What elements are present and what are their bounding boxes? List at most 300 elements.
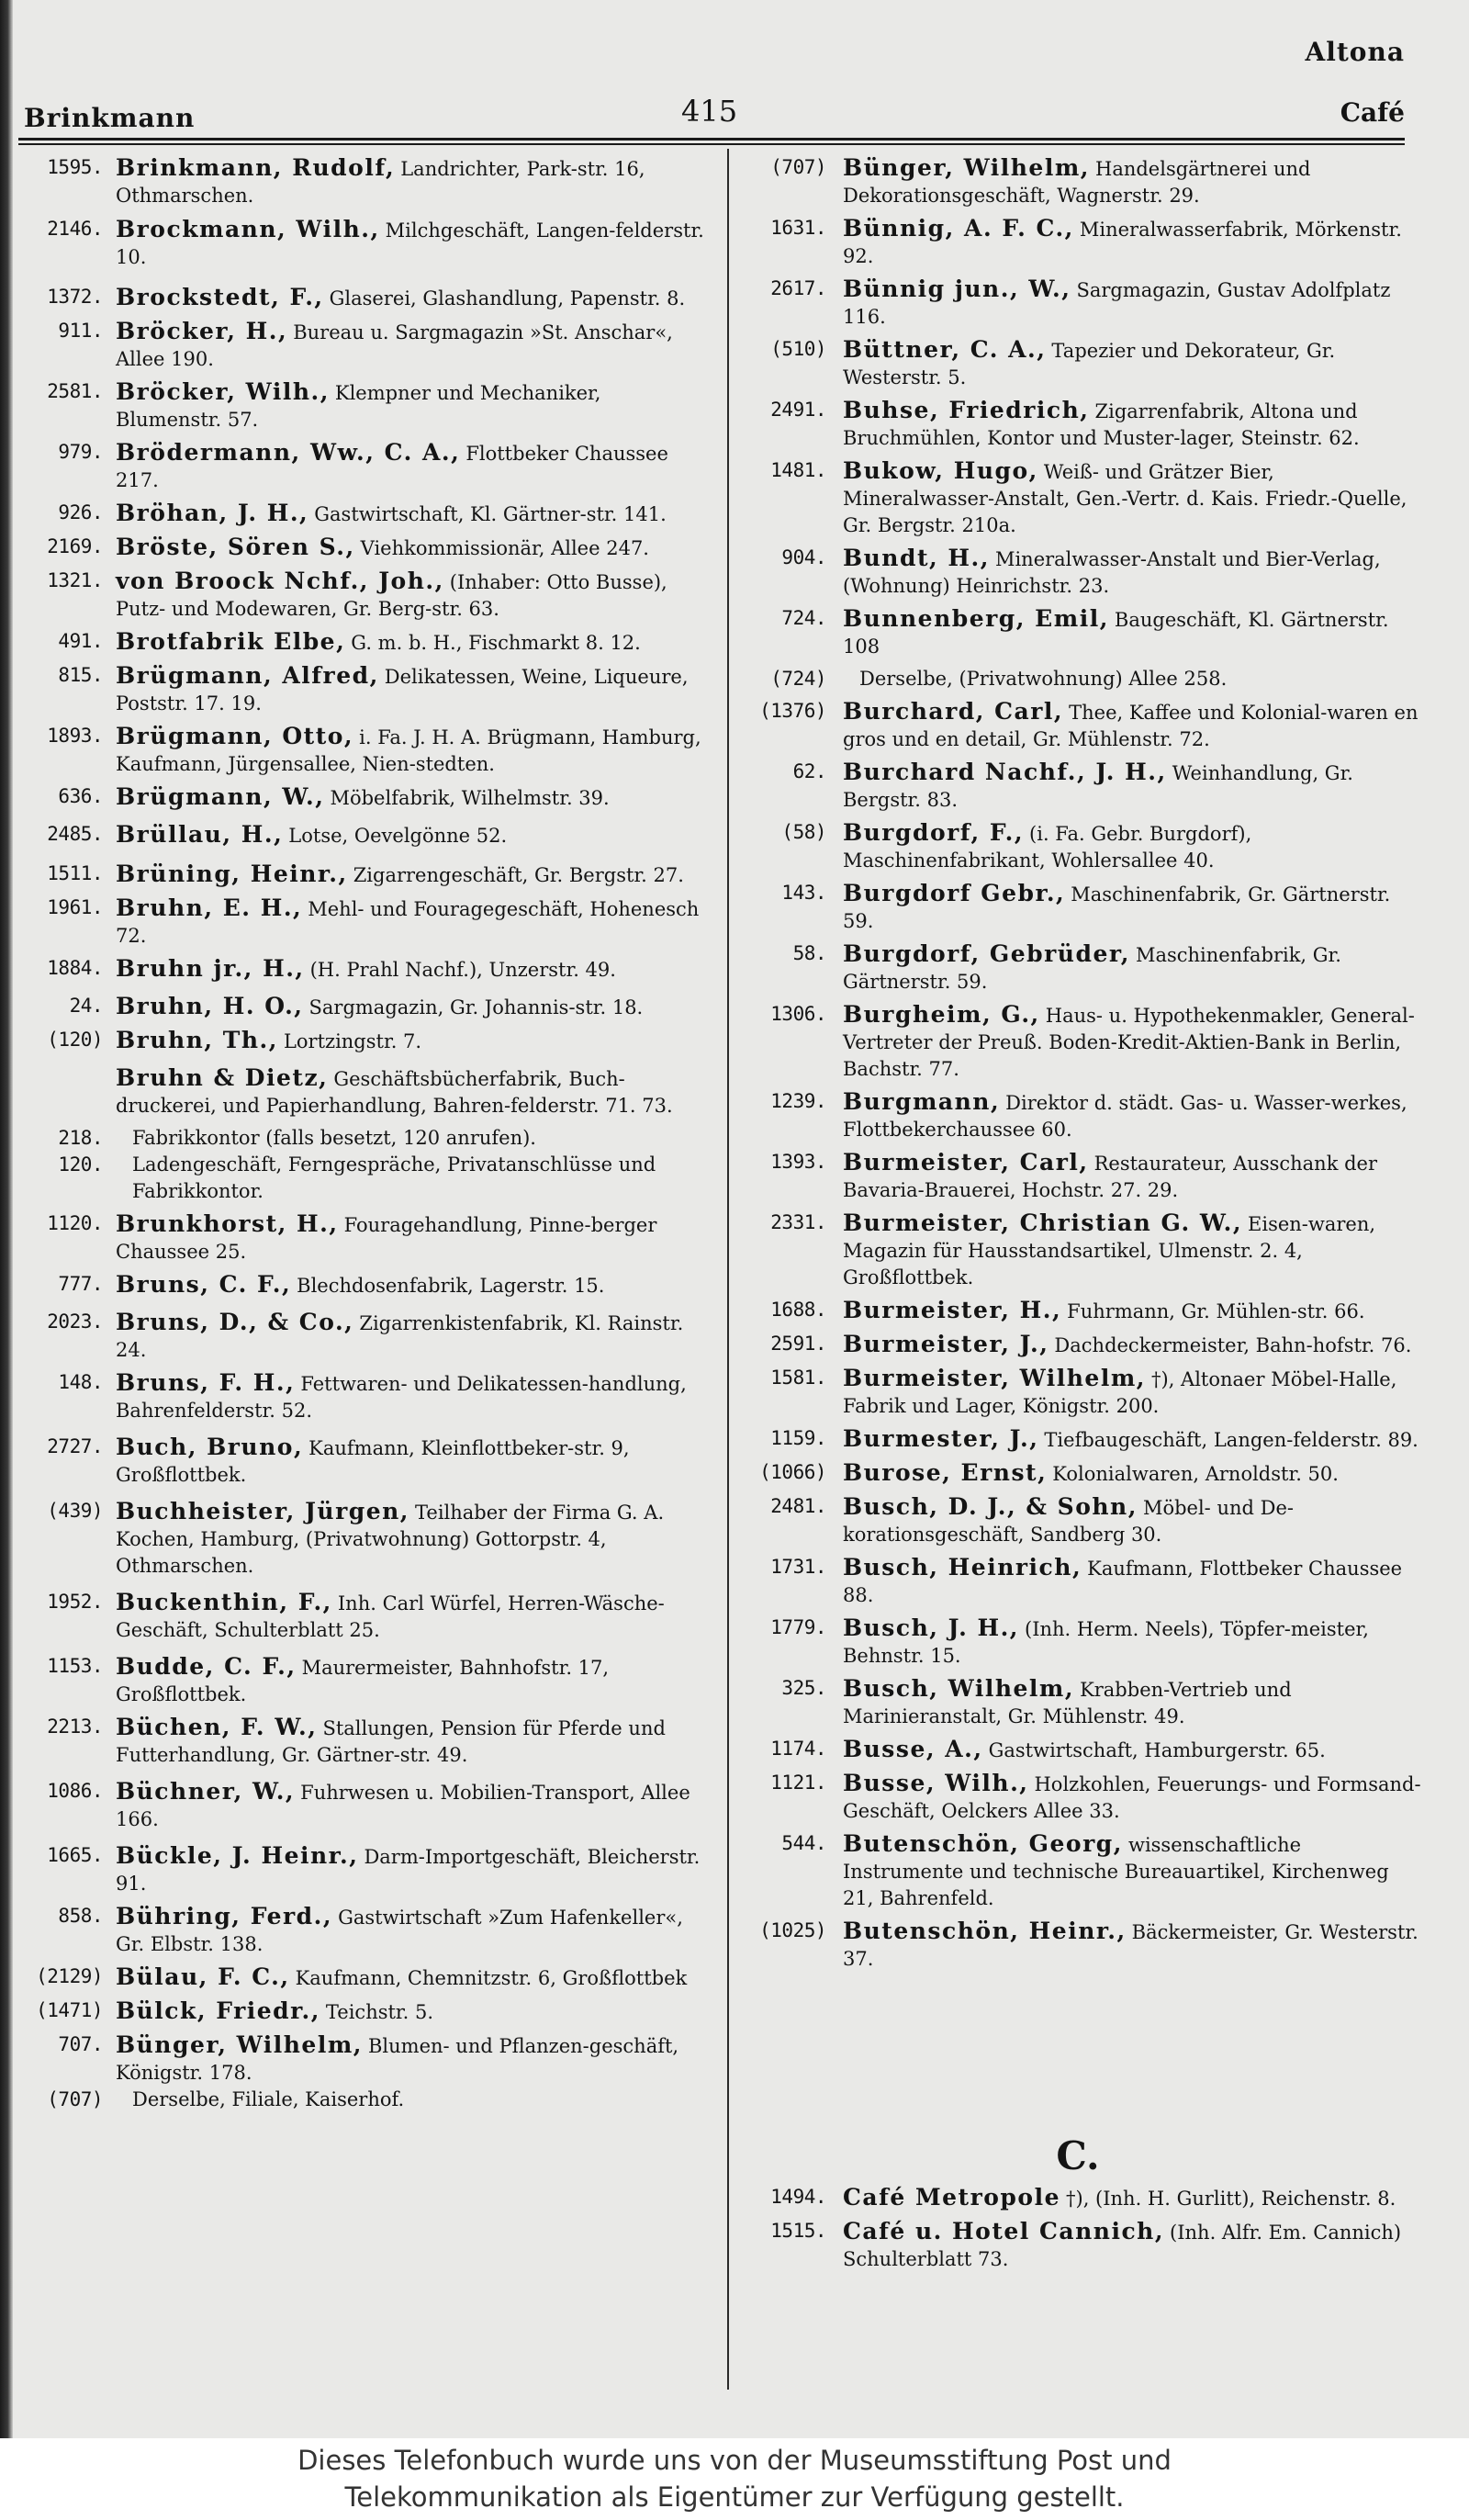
entry-name: Bröhan, J. H., xyxy=(116,500,309,526)
entry-name: Buckenthin, F., xyxy=(116,1589,332,1615)
entry-details: Kolonialwaren, Arnoldstr. 50. xyxy=(1052,1463,1339,1485)
directory-entry xyxy=(13,1963,711,1992)
phone-number: 1893. xyxy=(47,725,103,747)
directory-entry xyxy=(733,1001,1423,1083)
directory-entry xyxy=(733,215,1423,270)
entry-text xyxy=(116,378,711,433)
entry-text xyxy=(843,1088,1423,1143)
entry-name: Burchard, Carl, xyxy=(843,698,1064,725)
entry-details: Inh. Carl Würfel, Herren-Wäsche-Geschäft, Schulterblatt 25. xyxy=(116,1592,665,1641)
entry-name: Bühring, Ferd., xyxy=(116,1903,333,1929)
directory-entry xyxy=(733,880,1423,935)
entry-text xyxy=(116,1152,711,1205)
entry-details: (H. Prahl Nachf.), Unzerstr. 49. xyxy=(309,959,616,981)
entry-text xyxy=(116,783,711,812)
entry-name: Busch, D. J., & Sohn, xyxy=(843,1493,1138,1520)
column-divider xyxy=(727,149,729,2390)
entry-details: (i. Fa. Gebr. Burgdorf), Maschinenfabrikant, Wohlersallee 40. xyxy=(843,823,1252,872)
entry-details: Gastwirtschaft, Hamburgerstr. 65. xyxy=(988,1739,1326,1761)
entry-text xyxy=(843,666,1423,692)
entry-details: (Inh. Alfr. Em. Cannich) Schulterblatt 73. xyxy=(843,2222,1402,2270)
entry-text xyxy=(116,955,711,984)
phone-number: 1372. xyxy=(47,286,103,308)
entry-name: Bundt, H., xyxy=(843,545,990,571)
entry-text xyxy=(843,1736,1423,1764)
entry-details: i. Fa. J. H. A. Brügmann, Hamburg, Kaufmann, Jürgensallee, Nien-stedten. xyxy=(116,726,701,775)
phone-number: 1688. xyxy=(770,1299,826,1321)
entry-text xyxy=(116,1369,711,1424)
entry-name: Brunkhorst, H., xyxy=(116,1210,339,1237)
entry-text xyxy=(843,2218,1423,2273)
entry-text xyxy=(843,336,1423,391)
phone-number: 1494. xyxy=(770,2186,826,2208)
header-rule xyxy=(18,138,1405,141)
directory-entry xyxy=(733,819,1423,874)
entry-name: Bröste, Sören S., xyxy=(116,534,355,560)
entry-name: Budde, C. F., xyxy=(116,1653,297,1680)
entry-details: Viehkommissionär, Allee 247. xyxy=(360,537,649,559)
entry-details: Lotse, Oevelgönne 52. xyxy=(288,825,508,847)
entry-name: Burmester, J., xyxy=(843,1425,1039,1452)
phone-number: (724) xyxy=(770,668,826,690)
entry-text xyxy=(116,439,711,494)
entry-details: Krabben-Vertrieb und Marinieranstalt, Gr. Mühlenstr. 49. xyxy=(843,1679,1292,1727)
directory-entry xyxy=(13,1210,711,1266)
entry-details: Fuhrwesen u. Mobilien-Transport, Allee 166. xyxy=(116,1782,690,1830)
entry-name: Bukow, Hugo, xyxy=(843,457,1038,484)
entry-details: Tiefbaugeschäft, Langen-felderstr. 89. xyxy=(1044,1429,1419,1451)
entry-text xyxy=(843,1209,1423,1291)
entry-details: Zigarrenkistenfabrik, Kl. Rainstr. 24. xyxy=(116,1312,684,1361)
phone-number: 1884. xyxy=(47,957,103,979)
entry-name: Bunnenberg, Emil, xyxy=(843,605,1109,632)
footer-line-2: Telekommunikation als Eigentümer zur Verfügung gestellt. xyxy=(344,2481,1125,2513)
phone-number: (1376) xyxy=(759,700,826,722)
directory-entry xyxy=(13,439,711,494)
entry-text xyxy=(843,1493,1423,1548)
entry-details: Tapezier und Dekorateur, Gr. Westerstr. 5. xyxy=(843,340,1336,388)
directory-entry xyxy=(733,1614,1423,1670)
page-number: 415 xyxy=(681,94,738,129)
entry-details: Darm-Importgeschäft, Bleicherstr. 91. xyxy=(116,1846,701,1895)
entry-details: Mineralwasserfabrik, Mörkenstr. 92. xyxy=(843,219,1402,267)
entry-text xyxy=(116,2031,711,2087)
entry-details: Sargmagazin, Gustav Adolfplatz 116. xyxy=(843,279,1391,328)
entry-name: Bückle, J. Heinr., xyxy=(116,1842,359,1869)
entry-name: Burgdorf Gebr., xyxy=(843,880,1066,906)
phone-number: 1511. xyxy=(47,862,103,884)
directory-entry xyxy=(733,1675,1423,1730)
entry-text xyxy=(843,545,1423,600)
directory-entry xyxy=(733,1554,1423,1609)
phone-number: 2213. xyxy=(47,1716,103,1738)
phone-number: 120. xyxy=(58,1153,103,1176)
entry-details: Zigarrenfabrik, Altona und Bruchmühlen, Kontor und Muster-lager, Steinstr. 62. xyxy=(843,400,1360,449)
section-gap xyxy=(733,1973,1423,2127)
phone-number: 1731. xyxy=(770,1556,826,1578)
entry-text xyxy=(116,1963,711,1992)
phone-number: 2481. xyxy=(770,1495,826,1517)
directory-entry xyxy=(13,894,711,950)
entry-text xyxy=(116,1997,711,2026)
entry-name: Burgmann, xyxy=(843,1088,1001,1115)
entry-text xyxy=(843,1297,1423,1325)
phone-number: 724. xyxy=(781,607,826,629)
phone-number: 218. xyxy=(58,1127,103,1149)
entry-details: Glaserei, Glashandlung, Papenstr. 8. xyxy=(329,287,686,309)
entry-text xyxy=(116,1210,711,1266)
entry-name: Busse, Wilh., xyxy=(843,1770,1029,1796)
directory-entry xyxy=(13,318,711,373)
directory-entry xyxy=(13,284,711,312)
directory-entry xyxy=(13,662,711,717)
directory-entry xyxy=(733,1918,1423,1973)
entry-text xyxy=(116,861,711,889)
entry-text xyxy=(116,723,711,778)
entry-name: Brüning, Heinr., xyxy=(116,861,348,887)
phone-number: 911. xyxy=(58,320,103,342)
entry-name: Burmeister, J., xyxy=(843,1331,1049,1357)
entry-name: Burchard Nachf., J. H., xyxy=(843,759,1167,785)
entry-name: Bünger, Wilhelm, xyxy=(116,2031,363,2058)
entry-text xyxy=(843,276,1423,331)
entry-text xyxy=(843,154,1423,209)
entry-text xyxy=(843,1830,1423,1912)
directory-entry xyxy=(733,605,1423,660)
phone-number: 143. xyxy=(781,882,826,904)
directory-entry xyxy=(733,457,1423,539)
entry-details: (Inh. Herm. Neels), Töpfer-meister, Behnstr. 15. xyxy=(843,1618,1369,1667)
entry-details: Bäckermeister, Gr. Westerstr. 37. xyxy=(843,1921,1419,1970)
footer-notice xyxy=(0,2438,1469,2520)
entry-text xyxy=(116,1271,711,1299)
phone-number: (1025) xyxy=(759,1919,826,1941)
directory-entry xyxy=(733,1459,1423,1488)
entry-text xyxy=(116,993,711,1021)
directory-entry xyxy=(13,861,711,889)
entry-name: Busch, Wilhelm, xyxy=(843,1675,1075,1702)
entry-name: Café u. Hotel Cannich, xyxy=(843,2218,1165,2244)
directory-entry xyxy=(733,1209,1423,1291)
phone-number: 491. xyxy=(58,630,103,652)
directory-entry xyxy=(13,378,711,433)
entry-name: Büchner, W., xyxy=(116,1778,296,1805)
entry-details: Baugeschäft, Kl. Gärtnerstr. 108 xyxy=(843,609,1389,658)
entry-text xyxy=(116,1714,711,1769)
entry-name: Bruns, D., & Co., xyxy=(116,1309,354,1335)
entry-name: Burmeister, Christian G. W., xyxy=(843,1209,1243,1236)
entry-name: Bünger, Wilhelm, xyxy=(843,154,1090,181)
entry-details: Flottbeker Chaussee 217. xyxy=(116,443,668,491)
entry-name: Bröcker, Wilh., xyxy=(116,378,330,405)
directory-entry xyxy=(733,336,1423,391)
entry-name: Brügmann, Otto, xyxy=(116,723,354,749)
entry-details: Mehl- und Fouragegeschäft, Hohenesch 72. xyxy=(116,898,700,947)
entry-text xyxy=(116,154,711,209)
phone-number: 979. xyxy=(58,441,103,463)
entry-name: Bünnig, A. F. C., xyxy=(843,215,1074,242)
phone-number: 2146. xyxy=(47,218,103,240)
entry-text xyxy=(116,284,711,312)
entry-name: Brügmann, W., xyxy=(116,783,325,810)
entry-details: †), (Inh. H. Gurlitt), Reichenstr. 8. xyxy=(1066,2188,1396,2210)
directory-entry xyxy=(733,1493,1423,1548)
directory-entry xyxy=(13,2087,711,2113)
phone-number: 1321. xyxy=(47,569,103,591)
phone-number: 62. xyxy=(792,760,826,782)
entry-text xyxy=(843,940,1423,996)
entry-text xyxy=(843,819,1423,874)
entry-details: Gastwirtschaft »Zum Hafenkeller«, Gr. Elbstr. 138. xyxy=(116,1907,683,1955)
header-right-keyword: Café xyxy=(1340,97,1405,128)
directory-entry xyxy=(13,1064,711,1119)
entry-details: †), Altonaer Möbel-Halle, Fabrik und Lager, Königstr. 200. xyxy=(843,1368,1397,1417)
phone-number: 1515. xyxy=(770,2220,826,2242)
entry-name: von Broock Nchf., Joh., xyxy=(116,568,444,594)
entry-name: Busse, A., xyxy=(843,1736,983,1762)
entry-name: Bruhn jr., H., xyxy=(116,955,305,982)
phone-number: (120) xyxy=(47,1029,103,1051)
header-left-keyword: Brinkmann xyxy=(24,103,196,133)
directory-entry xyxy=(13,1903,711,1958)
entry-name: Café Metropole xyxy=(843,2184,1060,2211)
entry-text xyxy=(116,821,711,849)
phone-number: 325. xyxy=(781,1677,826,1699)
directory-entry xyxy=(733,1425,1423,1454)
entry-text xyxy=(843,1425,1423,1454)
phone-number: (2129) xyxy=(36,1965,103,1987)
phone-number: (510) xyxy=(770,338,826,360)
entry-details: Teilhaber der Firma G. A. Kochen, Hamburg, (Privatwohnung) Gottorpstr. 4, Othmarschen. xyxy=(116,1502,665,1577)
entry-details: Möbelfabrik, Wilhelmstr. 39. xyxy=(330,787,610,809)
section-letter: C. xyxy=(1056,2133,1100,2178)
phone-number: 1121. xyxy=(770,1772,826,1794)
entry-details: Landrichter, Park-str. 16, Othmarschen. xyxy=(116,158,645,207)
phone-number: (58) xyxy=(781,821,826,843)
entry-name: Bruns, F. H., xyxy=(116,1369,296,1396)
phone-number: 1952. xyxy=(47,1591,103,1613)
entry-text xyxy=(116,1589,711,1644)
entry-details: Blumen- und Pflanzen-geschäft, Königstr. 178. xyxy=(116,2035,679,2084)
entry-text xyxy=(116,216,711,271)
directory-entry xyxy=(13,1653,711,1708)
entry-details: Milchgeschäft, Langen-felderstr. 10. xyxy=(116,219,704,268)
entry-text xyxy=(843,1675,1423,1730)
entry-name: Bruhn, H. O., xyxy=(116,993,304,1019)
entry-name: Bruhn, Th., xyxy=(116,1027,278,1053)
directory-entry xyxy=(733,1149,1423,1204)
phone-number: 2169. xyxy=(47,535,103,557)
entry-details: Dachdeckermeister, Bahn-hofstr. 76. xyxy=(1054,1334,1412,1356)
phone-number: 2617. xyxy=(770,277,826,299)
entry-text xyxy=(843,2184,1423,2212)
entry-details: Maurermeister, Bahnhofstr. 17, Großflottbek. xyxy=(116,1657,610,1705)
directory-entry xyxy=(13,1152,711,1205)
directory-entry xyxy=(13,2031,711,2087)
entry-details: Kaufmann, Kleinflottbeker-str. 9, Großflottbek. xyxy=(116,1437,630,1486)
phone-number: 904. xyxy=(781,546,826,568)
entry-name: Bruns, C. F., xyxy=(116,1271,292,1298)
entry-details: Weinhandlung, Gr. Bergstr. 83. xyxy=(843,762,1353,811)
entry-details: Möbel- und De-korationsgeschäft, Sandberg 30. xyxy=(843,1497,1294,1546)
entry-text xyxy=(843,397,1423,452)
entry-details: G. m. b. H., Fischmarkt 8. 12. xyxy=(351,632,641,654)
entry-name: Bünnig jun., W., xyxy=(843,276,1071,302)
phone-number: 1961. xyxy=(47,896,103,918)
directory-entry xyxy=(733,1736,1423,1764)
entry-details: Maschinenfabrik, Gr. Gärtnerstr. 59. xyxy=(843,944,1341,993)
entry-details: Teichstr. 5. xyxy=(325,2001,434,2023)
entry-text xyxy=(843,1331,1423,1359)
phone-number: 58. xyxy=(792,942,826,964)
phone-number: 2727. xyxy=(47,1435,103,1457)
entry-details: Zigarrengeschäft, Gr. Bergstr. 27. xyxy=(353,864,684,886)
phone-number: 1174. xyxy=(770,1738,826,1760)
entry-name: Burmeister, Wilhelm, xyxy=(843,1365,1146,1391)
entry-name: Burgdorf, F., xyxy=(843,819,1025,846)
entry-name: Bröcker, H., xyxy=(116,318,288,344)
phone-number: (1066) xyxy=(759,1461,826,1483)
entry-text xyxy=(116,1778,711,1833)
entry-details: Ladengeschäft, Ferngespräche, Privatanschlüsse und Fabrikkontor. xyxy=(132,1153,656,1202)
directory-entry xyxy=(733,1297,1423,1325)
phone-number: 858. xyxy=(58,1905,103,1927)
entry-details: Fettwaren- und Delikatessen-handlung, Bahrenfelderstr. 52. xyxy=(116,1373,687,1422)
phone-number: 544. xyxy=(781,1832,826,1854)
entry-details: Handelsgärtnerei und Dekorationsgeschäft, Wagnerstr. 29. xyxy=(843,158,1311,207)
directory-entry xyxy=(13,723,711,778)
entry-text xyxy=(843,605,1423,660)
entry-text xyxy=(116,628,711,657)
entry-name: Bruhn, E. H., xyxy=(116,894,303,921)
phone-number: 1665. xyxy=(47,1844,103,1866)
directory-entry xyxy=(733,1365,1423,1420)
phone-number: 2023. xyxy=(47,1311,103,1333)
phone-number: 2581. xyxy=(47,380,103,402)
directory-entry xyxy=(733,1088,1423,1143)
phone-number: (707) xyxy=(770,156,826,178)
entry-details: Geschäftsbücherfabrik, Buch-druckerei, und Papierhandlung, Bahren-felderstr. 71. 73. xyxy=(116,1068,673,1117)
directory-entry xyxy=(733,1770,1423,1825)
phone-number: 636. xyxy=(58,785,103,807)
entry-text xyxy=(116,1027,711,1055)
entry-name: Bülck, Friedr., xyxy=(116,1997,320,2024)
entry-details: Delikatessen, Weine, Liqueure, Poststr. 17. 19. xyxy=(116,666,689,714)
entry-details: Mineralwasser-Anstalt und Bier-Verlag, (Wohnung) Heinrichstr. 23. xyxy=(843,548,1381,597)
entry-name: Butenschön, Georg, xyxy=(843,1830,1123,1857)
entry-text xyxy=(843,1149,1423,1204)
entry-name: Brinkmann, Rudolf, xyxy=(116,154,396,181)
entry-details: Haus- u. Hypothekenmakler, General-Vertreter der Preuß. Boden-Kredit-Aktien-Bank in Berlin, Bachstr. 77. xyxy=(843,1005,1415,1080)
entry-details: Holzkohlen, Feuerungs- und Formsand-Geschäft, Oelckers Allee 33. xyxy=(843,1773,1421,1822)
entry-details: Direktor d. städt. Gas- u. Wasser-werkes, Flottbekerchaussee 60. xyxy=(843,1092,1407,1141)
directory-entry xyxy=(13,216,711,271)
phone-number: 1306. xyxy=(770,1003,826,1025)
directory-entry xyxy=(13,1309,711,1364)
right-column-entries xyxy=(733,154,1423,1973)
phone-number: 1595. xyxy=(47,156,103,178)
entry-details: Kaufmann, Chemnitzstr. 6, Großflottbek xyxy=(295,1967,688,1989)
directory-entry xyxy=(733,2218,1423,2273)
directory-entry xyxy=(13,1498,711,1580)
entry-text xyxy=(116,662,711,717)
entry-details: Fuhrmann, Gr. Mühlen-str. 66. xyxy=(1067,1300,1365,1322)
phone-number: (1471) xyxy=(36,1999,103,2021)
header-rule-thin xyxy=(18,143,1405,145)
phone-number: 1393. xyxy=(770,1151,826,1173)
entry-text xyxy=(843,759,1423,814)
entry-text xyxy=(116,1309,711,1364)
entry-text xyxy=(116,318,711,373)
phone-number: 2591. xyxy=(770,1333,826,1355)
entry-details: Restaurateur, Ausschank der Bavaria-Brauerei, Hochstr. 27. 29. xyxy=(843,1153,1378,1201)
entry-details: (Inhaber: Otto Busse), Putz- und Modewaren, Gr. Berg-str. 63. xyxy=(116,571,667,620)
header-city: Altona xyxy=(1305,37,1405,67)
directory-entry xyxy=(13,1125,711,1152)
entry-text xyxy=(843,457,1423,539)
directory-entry xyxy=(733,397,1423,452)
entry-details: Stallungen, Pension für Pferde und Futterhandlung, Gr. Gärtner-str. 49. xyxy=(116,1717,666,1766)
entry-text xyxy=(843,1770,1423,1825)
entry-details: Kaufmann, Flottbeker Chaussee 88. xyxy=(843,1558,1403,1606)
entry-text xyxy=(116,1653,711,1708)
entry-details: Fabrikkontor (falls besetzt, 120 anrufen). xyxy=(132,1127,536,1149)
phone-number: 2331. xyxy=(770,1211,826,1233)
phone-number: 1779. xyxy=(770,1616,826,1638)
entry-name: Busch, J. H., xyxy=(843,1614,1020,1641)
entry-text xyxy=(116,1064,711,1119)
entry-name: Buchheister, Jürgen, xyxy=(116,1498,410,1524)
entry-name: Buch, Bruno, xyxy=(116,1434,304,1460)
phone-number: 2491. xyxy=(770,399,826,421)
entry-details: Thee, Kaffee und Kolonial-waren en gros und en detail, Gr. Mühlenstr. 72. xyxy=(843,702,1419,750)
entry-name: Brügmann, Alfred, xyxy=(116,662,379,689)
phone-number: 148. xyxy=(58,1371,103,1393)
directory-entry xyxy=(733,1331,1423,1359)
directory-entry xyxy=(13,955,711,984)
entry-name: Bülau, F. C., xyxy=(116,1963,290,1990)
phone-number: 777. xyxy=(58,1273,103,1295)
directory-entry xyxy=(733,759,1423,814)
entry-text xyxy=(843,1918,1423,1973)
entry-text xyxy=(116,1903,711,1958)
directory-entry xyxy=(13,1271,711,1299)
directory-entry xyxy=(733,698,1423,753)
directory-entry xyxy=(13,783,711,812)
binding-edge xyxy=(0,0,13,2438)
footer-line-1: Dieses Telefonbuch wurde uns von der Museumsstiftung Post und xyxy=(297,2445,1172,2476)
directory-entry xyxy=(733,276,1423,331)
phone-number: 1481. xyxy=(770,459,826,481)
entry-details: Lortzingstr. 7. xyxy=(283,1030,422,1052)
entry-name: Busch, Heinrich, xyxy=(843,1554,1082,1581)
entry-details: Derselbe, Filiale, Kaiserhof. xyxy=(132,2088,405,2110)
directory-entry xyxy=(733,666,1423,692)
directory-entry xyxy=(13,1369,711,1424)
entry-details: Sargmagazin, Gr. Johannis-str. 18. xyxy=(308,996,644,1018)
right-column xyxy=(733,154,1423,2273)
entry-details: Derselbe, (Privatwohnung) Allee 258. xyxy=(859,668,1228,690)
entry-name: Burgheim, G., xyxy=(843,1001,1040,1028)
entry-details: Klempner und Mechaniker, Blumenstr. 57. xyxy=(116,382,601,431)
phone-number: 1120. xyxy=(47,1212,103,1234)
entry-text xyxy=(843,1554,1423,1609)
entry-text xyxy=(843,698,1423,753)
directory-entry xyxy=(13,500,711,528)
entry-details: Eisen-waren, Magazin für Hausstandsartikel, Ulmenstr. 2. 4, Großflottbek. xyxy=(843,1213,1376,1288)
entry-name: Bruhn & Dietz, xyxy=(116,1064,329,1091)
entry-details: wissenschaftliche Instrumente und technische Bureauartikel, Kirchenweg 21, Bahrenfeld. xyxy=(843,1834,1389,1909)
